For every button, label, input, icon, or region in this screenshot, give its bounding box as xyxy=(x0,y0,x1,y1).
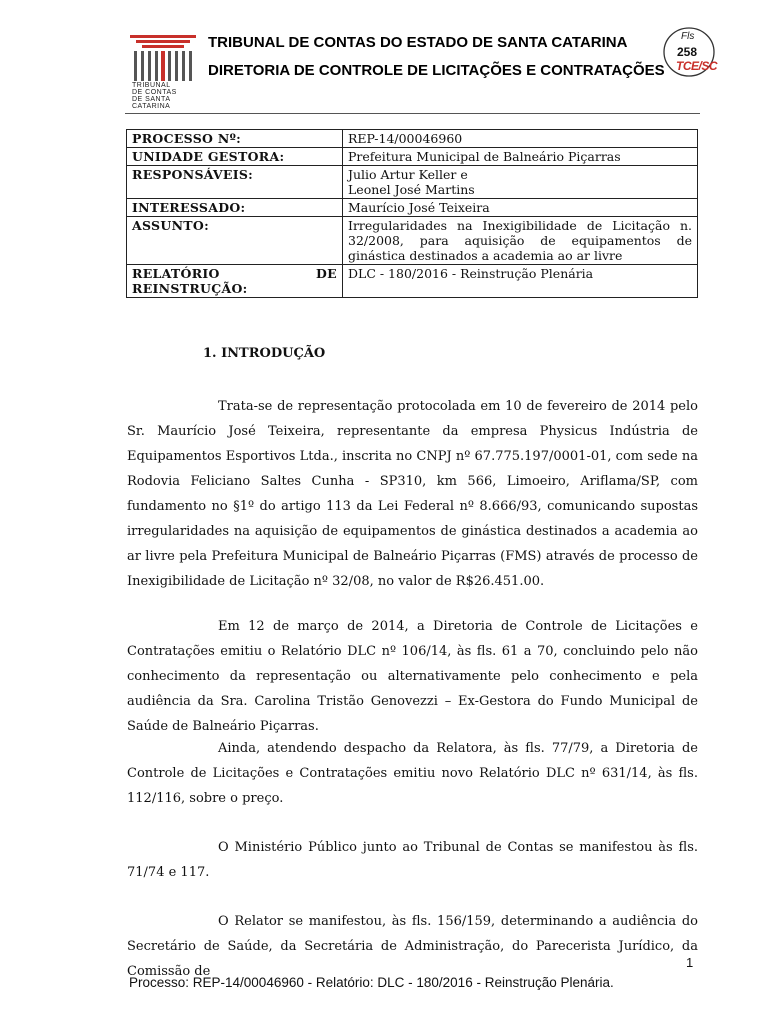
relatorio-label-a: RELATÓRIO xyxy=(132,266,220,281)
table-row xyxy=(127,217,698,265)
stamp-label: Fls xyxy=(681,31,695,42)
processo-value: REP-14/00046960 xyxy=(343,130,698,148)
page-number: 1 xyxy=(686,955,694,970)
responsaveis-label: RESPONSÁVEIS: xyxy=(127,166,343,199)
table-row xyxy=(127,130,698,148)
relatorio-label xyxy=(127,265,343,298)
table-row xyxy=(127,265,698,298)
unidade-label: UNIDADE GESTORA: xyxy=(127,148,343,166)
interessado-value: Maurício José Teixeira xyxy=(343,199,698,217)
paragraph: O Ministério Público junto ao Tribunal de Contas se manifestou às fls. 71/74 e 117. xyxy=(127,840,698,880)
relatorio-label-b: DE xyxy=(316,266,337,281)
stamp-number: 258 xyxy=(677,45,698,59)
unidade-value: Prefeitura Municipal de Balneário Piçarras xyxy=(343,148,698,166)
section-title: 1. INTRODUÇÃO xyxy=(203,346,326,361)
assunto-value: Irregularidades na Inexigibilidade de Licitação n. 32/2008, para aquisição de equipamentos de ginástica destinados a academia ao ar livre xyxy=(343,217,698,265)
logo-line: DE CONTAS xyxy=(132,89,177,96)
paragraph: Em 12 de março de 2014, a Diretoria de Controle de Licitações e Contratações emitiu o Relatório DLC nº 106/14, às fls. 61 a 70, concluindo pelo não conhecimento da representação ou alternativamente pelo conhecimento e pela audiência da Sra. Carolina Tristão Genovezzi – Ex-Gestora do Fundo Municipal de Saúde de Balneário Piçarras. xyxy=(127,619,698,734)
relatorio-label-c: REINSTRUÇÃO: xyxy=(132,281,248,296)
logo-line: CATARINA xyxy=(132,103,171,110)
logo-text xyxy=(132,82,177,110)
header-subtitle: DIRETORIA DE CONTROLE DE LICITAÇÕES E CONTRATAÇÕES xyxy=(208,62,665,79)
page-footer: Processo: REP-14/00046960 - Relatório: DLC - 180/2016 - Reinstrução Plenária. xyxy=(129,975,614,990)
assunto-label: ASSUNTO: xyxy=(127,217,343,265)
process-info-table xyxy=(126,129,698,298)
table-row xyxy=(127,199,698,217)
responsavel-2: Leonel José Martins xyxy=(348,182,475,197)
responsaveis-value xyxy=(343,166,698,199)
header-divider xyxy=(125,113,700,114)
stamp-mark: TCE/SC xyxy=(676,59,718,73)
relatorio-value: DLC - 180/2016 - Reinstrução Plenária xyxy=(343,265,698,298)
paragraph: Trata-se de representação protocolada em 10 de fevereiro de 2014 pelo Sr. Maurício José Teixeira, representante da empresa Physicus Indústria de Equipamentos Esportivos Ltda., inscrita no CNPJ nº 67.775.197/0001-01, com sede na Rodovia Feliciano Saltes Cunha - SP310, km 566, Limoeiro, Ariflama/SP, com fundamento no §1º do artigo 113 da Lei Federal nº 8.666/93, comunicando supostas irregularidades na aquisição de equipamentos de ginástica destinados a academia ao ar livre pela Prefeitura Municipal de Balneário Piçarras (FMS) através de processo de Inexigibilidade de Licitação nº 32/08, no valor de R$26.451.00. xyxy=(127,399,698,589)
header-title: TRIBUNAL DE CONTAS DO ESTADO DE SANTA CATARINA xyxy=(208,34,628,51)
interessado-label: INTERESSADO: xyxy=(127,199,343,217)
responsavel-1: Julio Artur Keller e xyxy=(348,167,468,182)
logo-line: TRIBUNAL xyxy=(132,82,171,89)
table-row xyxy=(127,148,698,166)
logo-line: DE SANTA xyxy=(132,96,171,103)
paragraph: O Relator se manifestou, às fls. 156/159, determinando a audiência do Secretário de Saúde, da Secretária de Administração, do Parecerista Jurídico, da Comissão de xyxy=(127,914,698,979)
table-row xyxy=(127,166,698,199)
paragraph: Ainda, atendendo despacho da Relatora, às fls. 77/79, a Diretoria de Controle de Licitações e Contratações emitiu novo Relatório DLC nº 631/14, às fls. 112/116, sobre o preço. xyxy=(127,741,698,806)
processo-label: PROCESSO Nº: xyxy=(127,130,343,148)
